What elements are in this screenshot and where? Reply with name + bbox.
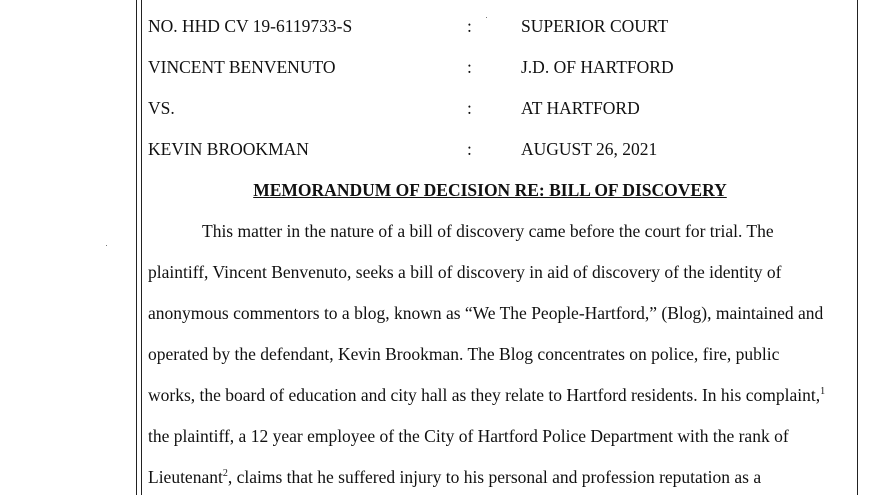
caption-colon: : (467, 16, 472, 36)
caption-row (0, 55, 895, 79)
caption-colon: : (467, 139, 472, 159)
decision-date: AUGUST 26, 2021 (521, 139, 658, 159)
caption-colon: : (467, 98, 472, 118)
caption-row (0, 14, 895, 38)
body-line-text: works, the board of education and city hall as they relate to Hartford residents. In his complaint, (148, 385, 821, 405)
body-line: operated by the defendant, Kevin Brookman. The Blog concentrates on police, fire, public (148, 344, 780, 364)
body-line: plaintiff, Vincent Benvenuto, seeks a bill of discovery in aid of discovery of the identity of (148, 262, 782, 282)
caption-row (0, 96, 895, 120)
defendant-name: KEVIN BROOKMAN (148, 139, 309, 159)
scan-speck (106, 245, 107, 246)
body-line-text: Lieutenant (148, 467, 223, 487)
body-line: anonymous commentors to a blog, known as “We The People-Hartford,” (Blog), maintained and (148, 303, 824, 323)
caption-colon: : (467, 57, 472, 77)
footnote-marker[interactable]: 1 (820, 386, 826, 398)
versus-label: VS. (148, 98, 175, 118)
judicial-district: J.D. OF HARTFORD (521, 57, 674, 77)
body-line (148, 383, 825, 407)
body-line: This matter in the nature of a bill of discovery came before the court for trial. The (202, 221, 774, 241)
docket-number: NO. HHD CV 19-6119733-S (148, 16, 353, 36)
court-name: SUPERIOR COURT (521, 16, 669, 36)
caption-row (0, 137, 895, 161)
body-line (148, 465, 761, 489)
document-title: MEMORANDUM OF DECISION RE: BILL OF DISCOVERY (253, 180, 727, 200)
body-line: the plaintiff, a 12 year employee of the City of Hartford Police Department with the rank of (148, 426, 789, 446)
plaintiff-name: VINCENT BENVENUTO (148, 57, 336, 77)
footnote-marker[interactable]: 2 (222, 468, 228, 480)
court-location: AT HARTFORD (521, 98, 640, 118)
body-line-text: , claims that he suffered injury to his personal and profession reputation as a (227, 467, 762, 487)
